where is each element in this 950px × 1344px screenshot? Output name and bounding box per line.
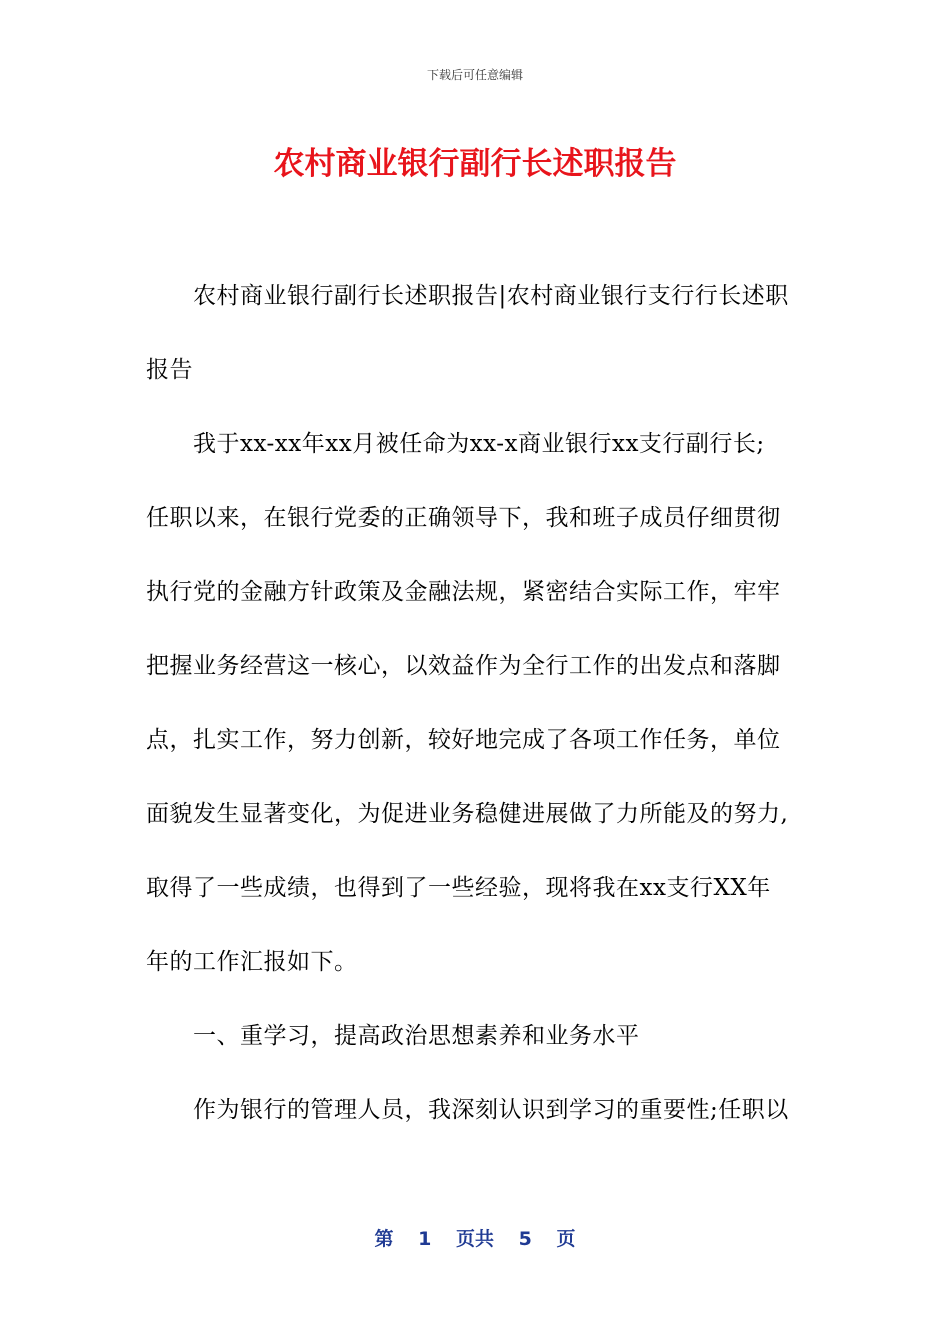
paragraph-line: 报告 [146, 357, 193, 383]
document-title: 农村商业银行副行长述职报告 [273, 146, 677, 182]
paragraph-line: 农村商业银行副行长述职报告|农村商业银行支行行长述职 [193, 283, 789, 309]
document-body [146, 259, 806, 1147]
paragraph-line: 取得了一些成绩，也得到了一些经验，现将我在xx支行XX年 [146, 875, 771, 901]
paragraph-line: 作为银行的管理人员，我深刻认识到学习的重要性;任职以 [193, 1097, 789, 1123]
paragraph-line: 年的工作汇报如下。 [146, 949, 358, 975]
page-number-footer: 第 1 页共 5 页 [374, 1228, 576, 1250]
paragraph-line: 点，扎实工作，努力创新，较好地完成了各项工作任务，单位 [146, 727, 781, 753]
paragraph-line: 我于xx-xx年xx月被任命为xx-x商业银行xx支行副行长; [193, 431, 765, 457]
paragraph-line: 执行党的金融方针政策及金融法规，紧密结合实际工作，牢牢 [146, 579, 781, 605]
section-heading: 一、重学习，提高政治思想素养和业务水平 [193, 1023, 640, 1049]
paragraph-line: 把握业务经营这一核心，以效益作为全行工作的出发点和落脚 [146, 653, 781, 679]
paragraph-line: 面貌发生显著变化，为促进业务稳健进展做了力所能及的努力, [146, 801, 789, 827]
paragraph-line: 任职以来，在银行党委的正确领导下，我和班子成员仔细贯彻 [146, 505, 781, 531]
header-note: 下载后可任意编辑 [426, 68, 523, 82]
